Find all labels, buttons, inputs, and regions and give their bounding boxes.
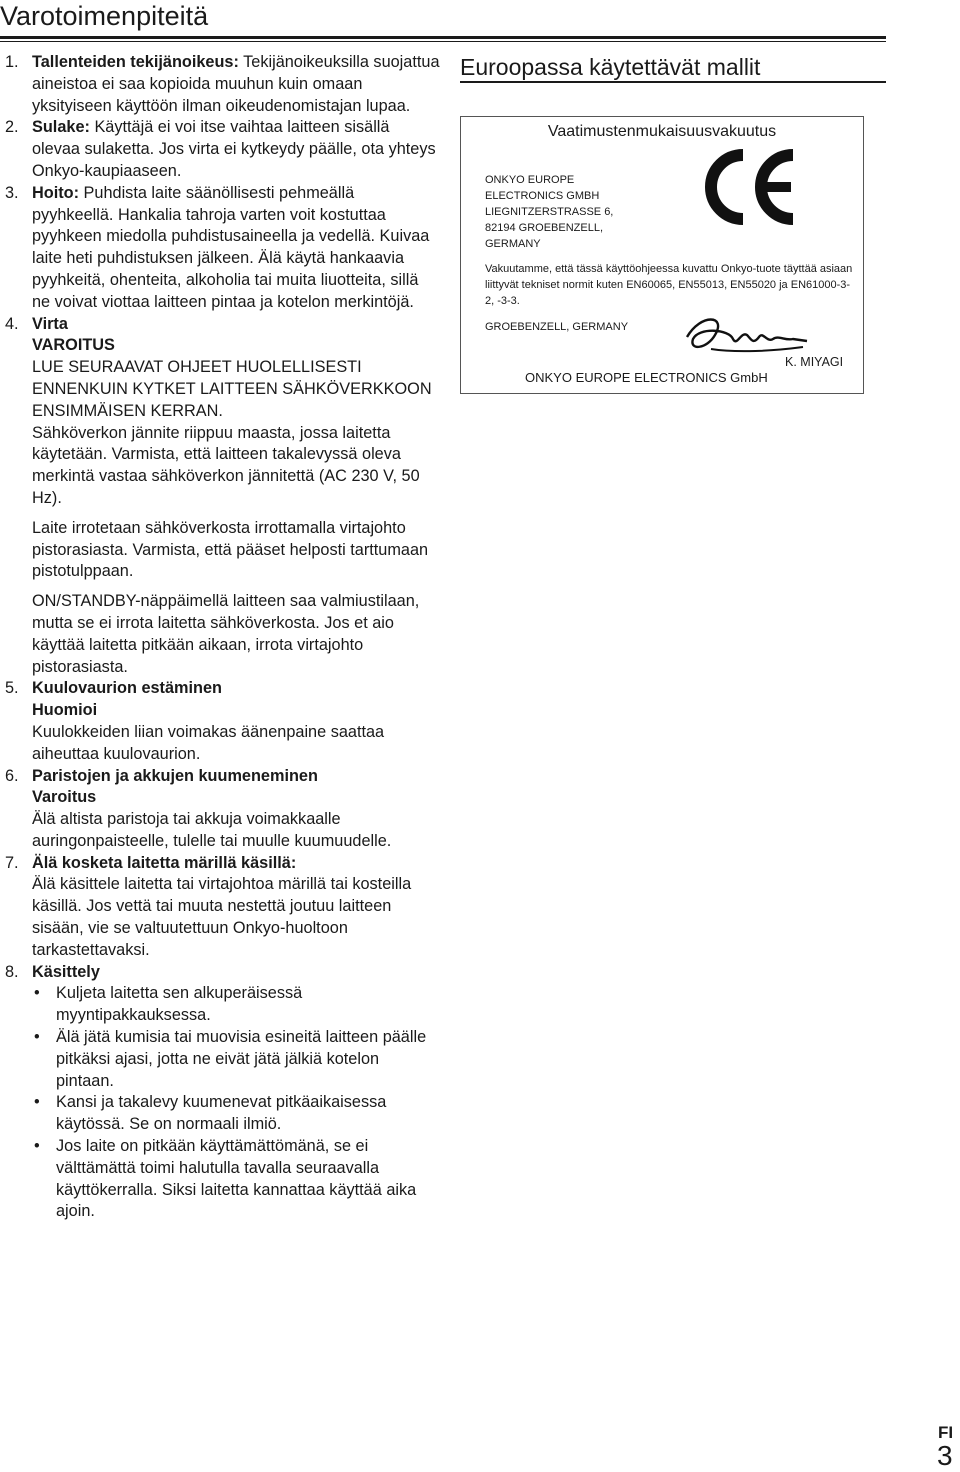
company-name: ONKYO EUROPE ELECTRONICS GmbH <box>525 370 768 385</box>
item-heading: Tallenteiden tekijänoikeus: <box>32 53 239 71</box>
item-text: Älä käsittele laitetta tai virtajohtoa märillä tai kosteilla käsillä. Jos vettä tai muuta nestettä joutuu laitteen sisään, vie se valtuutettuun Onkyo-huoltoon tarkastettavaksi. <box>32 875 412 959</box>
bullet-item: • Kuljeta laitetta sen alkuperäisessä myyntipakkauksessa. <box>32 983 440 1027</box>
item-number: 4. <box>5 314 19 333</box>
item-subheading: Huomioi <box>32 701 98 720</box>
address-line: ONKYO EUROPE <box>485 174 575 186</box>
bullet-item: • Älä jätä kumisia tai muovisia esineitä laitteen päälle pitkäksi ajasi, jotta ne eivät jätä jälkiä kotelon pintaan. <box>32 1027 440 1092</box>
item-text: Kuulokkeiden liian voimakas äänenpaine saattaa aiheuttaa kuulovaurion. <box>32 722 385 763</box>
company-address <box>485 172 613 252</box>
warning-label: VAROITUS <box>32 336 115 355</box>
item-heading: Käsittely <box>32 962 100 981</box>
bullet-item: • Jos laite on pitkään käyttämättömänä, se ei välttämättä toimi halutulla tavalla seuraavalla käyttökerralla. Siksi laitetta kannattaa käyttää aika ajoin. <box>32 1136 440 1223</box>
signature-icon <box>681 309 811 361</box>
declaration-text: Vakuutamme, että tässä käyttöohjeessa kuvattu Onkyo-tuote täyttää asiaan liittyvät tekniset normit kuten EN60065, EN55013, EN55020 ja EN61000-3-2, -3-3. <box>485 263 853 307</box>
page-number: 3 <box>937 1440 953 1471</box>
page-title: Varotoimenpiteitä <box>0 1 209 31</box>
item-power <box>0 314 440 679</box>
item-copyright <box>0 52 440 117</box>
item-batteries <box>0 766 440 853</box>
item-hearing <box>0 678 440 765</box>
item-heading: Sulake: <box>32 118 90 137</box>
eu-title-rule <box>460 81 886 83</box>
title-rule-thin <box>0 41 886 42</box>
address-line: 82194 GROEBENZELL, <box>485 222 604 234</box>
title-rule <box>0 36 886 39</box>
item-heading: Älä kosketa laitetta märillä käsillä: <box>32 853 297 872</box>
item-number: 5. <box>5 679 19 698</box>
bullet-item: • Kansi ja takalevy kuumenevat pitkäaikaisessa käytössä. Se on normaali ilmiö. <box>32 1092 440 1136</box>
power-paragraph-1: Sähköverkon jännite riippuu maasta, jossa laitetta käytetään. Varmista, että laitteen takalevyssä oleva merkintä vastaa sähköverkon jännitettä (AC 230 V, 50 Hz). <box>32 423 420 507</box>
item-number: 3. <box>5 183 19 202</box>
precautions-list <box>0 52 440 1223</box>
item-number: 7. <box>5 853 19 872</box>
signer-name: K. MIYAGI <box>785 355 844 369</box>
item-heading: Hoito: <box>32 183 80 202</box>
address-line: GERMANY <box>485 238 541 250</box>
item-heading: Paristojen ja akkujen kuumeneminen <box>32 766 318 785</box>
eu-models-title: Euroopassa käytettävät mallit <box>460 54 761 80</box>
item-text: Käyttäjä ei voi itse vaihtaa laitteen sisällä olevaa sulaketta. Jos virta ei kytkeydy päälle, ota yhteys Onkyo-kaupiaaseen. <box>32 118 436 180</box>
item-fuse <box>0 117 440 182</box>
caps-warning: LUE SEURAAVAT OHJEET HUOLELLISESTI ENNENKUIN KYTKET LAITTEEN SÄHKÖVERKKOON ENSIMMÄISEN KERRAN. <box>32 358 432 420</box>
item-wet-hands <box>0 853 440 962</box>
item-text: Tekijänoikeuksilla suojattua aineistoa ei saa kopioida muuhun kuin omaan yksityiseen käyttöön ilman oikeudenomistajan lupaa. <box>32 53 440 115</box>
handling-bullets <box>32 983 440 1223</box>
item-text: Älä altista paristoja tai akkuja voimakkaalle auringonpaisteelle, tulelle tai muulle kuumuudelle. <box>32 810 392 850</box>
declaration-place: GROEBENZELL, GERMANY <box>485 321 629 333</box>
address-line: ELECTRONICS GMBH <box>485 190 600 202</box>
item-handling <box>0 962 440 1224</box>
power-paragraph-3: ON/STANDBY-näppäimellä laitteen saa valmiustilaan, mutta se ei irrota laitetta sähköverkosta. Jos et aio käyttää laitetta pitkään aikaan, irrota virtajohto pistorasiasta. <box>32 592 420 676</box>
declaration-heading: Vaatimustenmukaisuusvakuutus <box>547 123 777 140</box>
item-text: Puhdista laite säänöllisesti pehmeällä pyyhkeellä. Hankalia tahroja varten voit kostuttaa pyyhkeen miedolla puhdistusaineella ja vedellä. Kuivaa laite heti puhdistuksen jälkeen. Älä käytä hankaavia pyyhkeitä, ohenteita, alkoholia tai muita liuotteita, sillä ne voivat viottaa laitteen pintaa ja kotelon merkintöjä. <box>32 183 430 311</box>
address-line: LIEGNITZERSTRASSE 6, <box>485 206 614 218</box>
item-number: 1. <box>5 53 19 71</box>
item-heading: Virta <box>32 314 68 333</box>
declaration-of-conformity <box>460 116 864 394</box>
power-paragraph-2: Laite irrotetaan sähköverkosta irrottamalla virtajohto pistorasiasta. Varmista, että pääset helposti tarttumaan pistotulppaan. <box>32 518 429 581</box>
item-subheading: Varoitus <box>32 788 97 807</box>
item-number: 8. <box>5 962 19 981</box>
ce-mark-icon <box>699 149 799 225</box>
item-care <box>0 183 440 314</box>
item-number: 6. <box>5 766 19 785</box>
item-number: 2. <box>5 118 19 137</box>
language-code: FI <box>938 1423 954 1442</box>
item-heading: Kuulovaurion estäminen <box>32 679 222 698</box>
